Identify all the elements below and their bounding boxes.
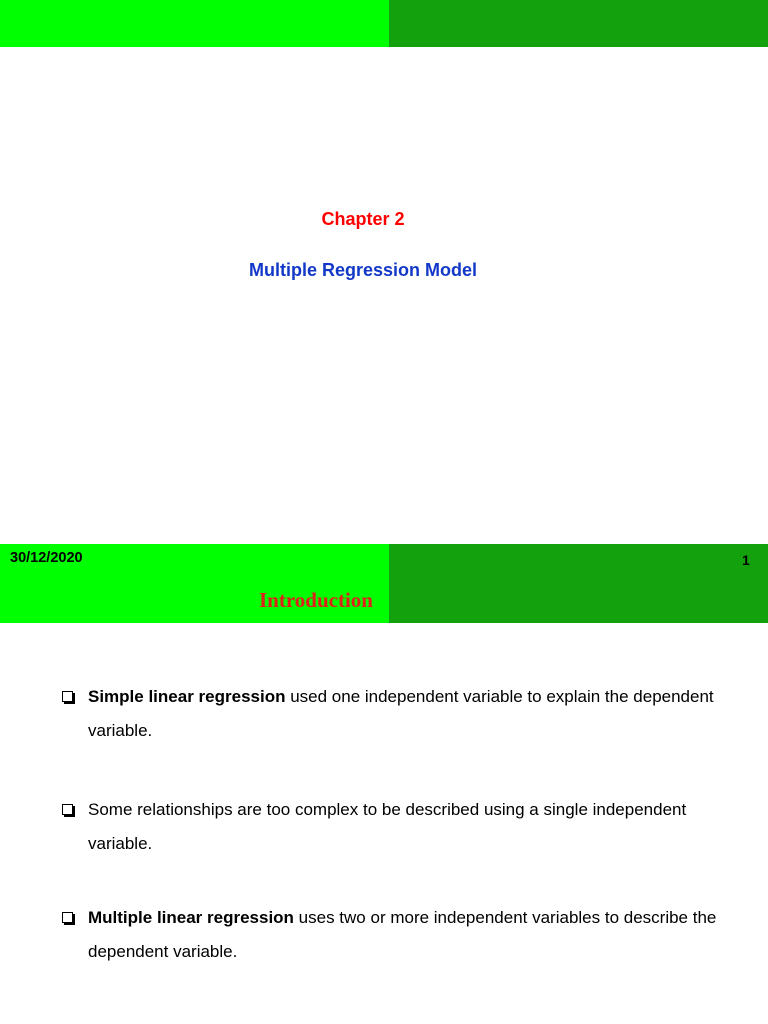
slide-date: 30/12/2020 [10, 550, 83, 566]
chapter-label: Chapter 2 [321, 209, 405, 229]
bullet-text: uses two or more independent variables to describe the [293, 908, 717, 927]
bullet-item [0, 901, 768, 969]
bullet-text: Some relationships are too complex to be described using a single independent [88, 800, 687, 819]
bullet-line-continued: dependent variable. [88, 942, 238, 961]
bullet-line-continued: variable. [88, 834, 153, 853]
bullet-item [0, 793, 768, 861]
intro-heading: Introduction [259, 588, 373, 612]
bullet-line [88, 901, 716, 935]
checkbox-bullet-icon [62, 691, 73, 702]
bullet-line [88, 680, 714, 714]
top-bar-bright-green [0, 0, 389, 47]
bullet-line [88, 793, 686, 827]
bullet-bold-term: Simple linear regression [88, 687, 286, 706]
intro-bar-dark-green [389, 544, 768, 623]
page-number: 1 [742, 552, 750, 568]
checkbox-bullet-icon [62, 912, 73, 923]
slide-title: Multiple Regression Model [248, 260, 478, 280]
bullet-item [0, 680, 768, 748]
top-bar-dark-green [389, 0, 768, 47]
bullet-bold-term: Multiple linear regression [88, 908, 294, 927]
bullet-text: used one independent variable to explain the dependent [285, 687, 714, 706]
checkbox-bullet-icon [62, 804, 73, 815]
bullet-line-continued: variable. [88, 721, 153, 740]
